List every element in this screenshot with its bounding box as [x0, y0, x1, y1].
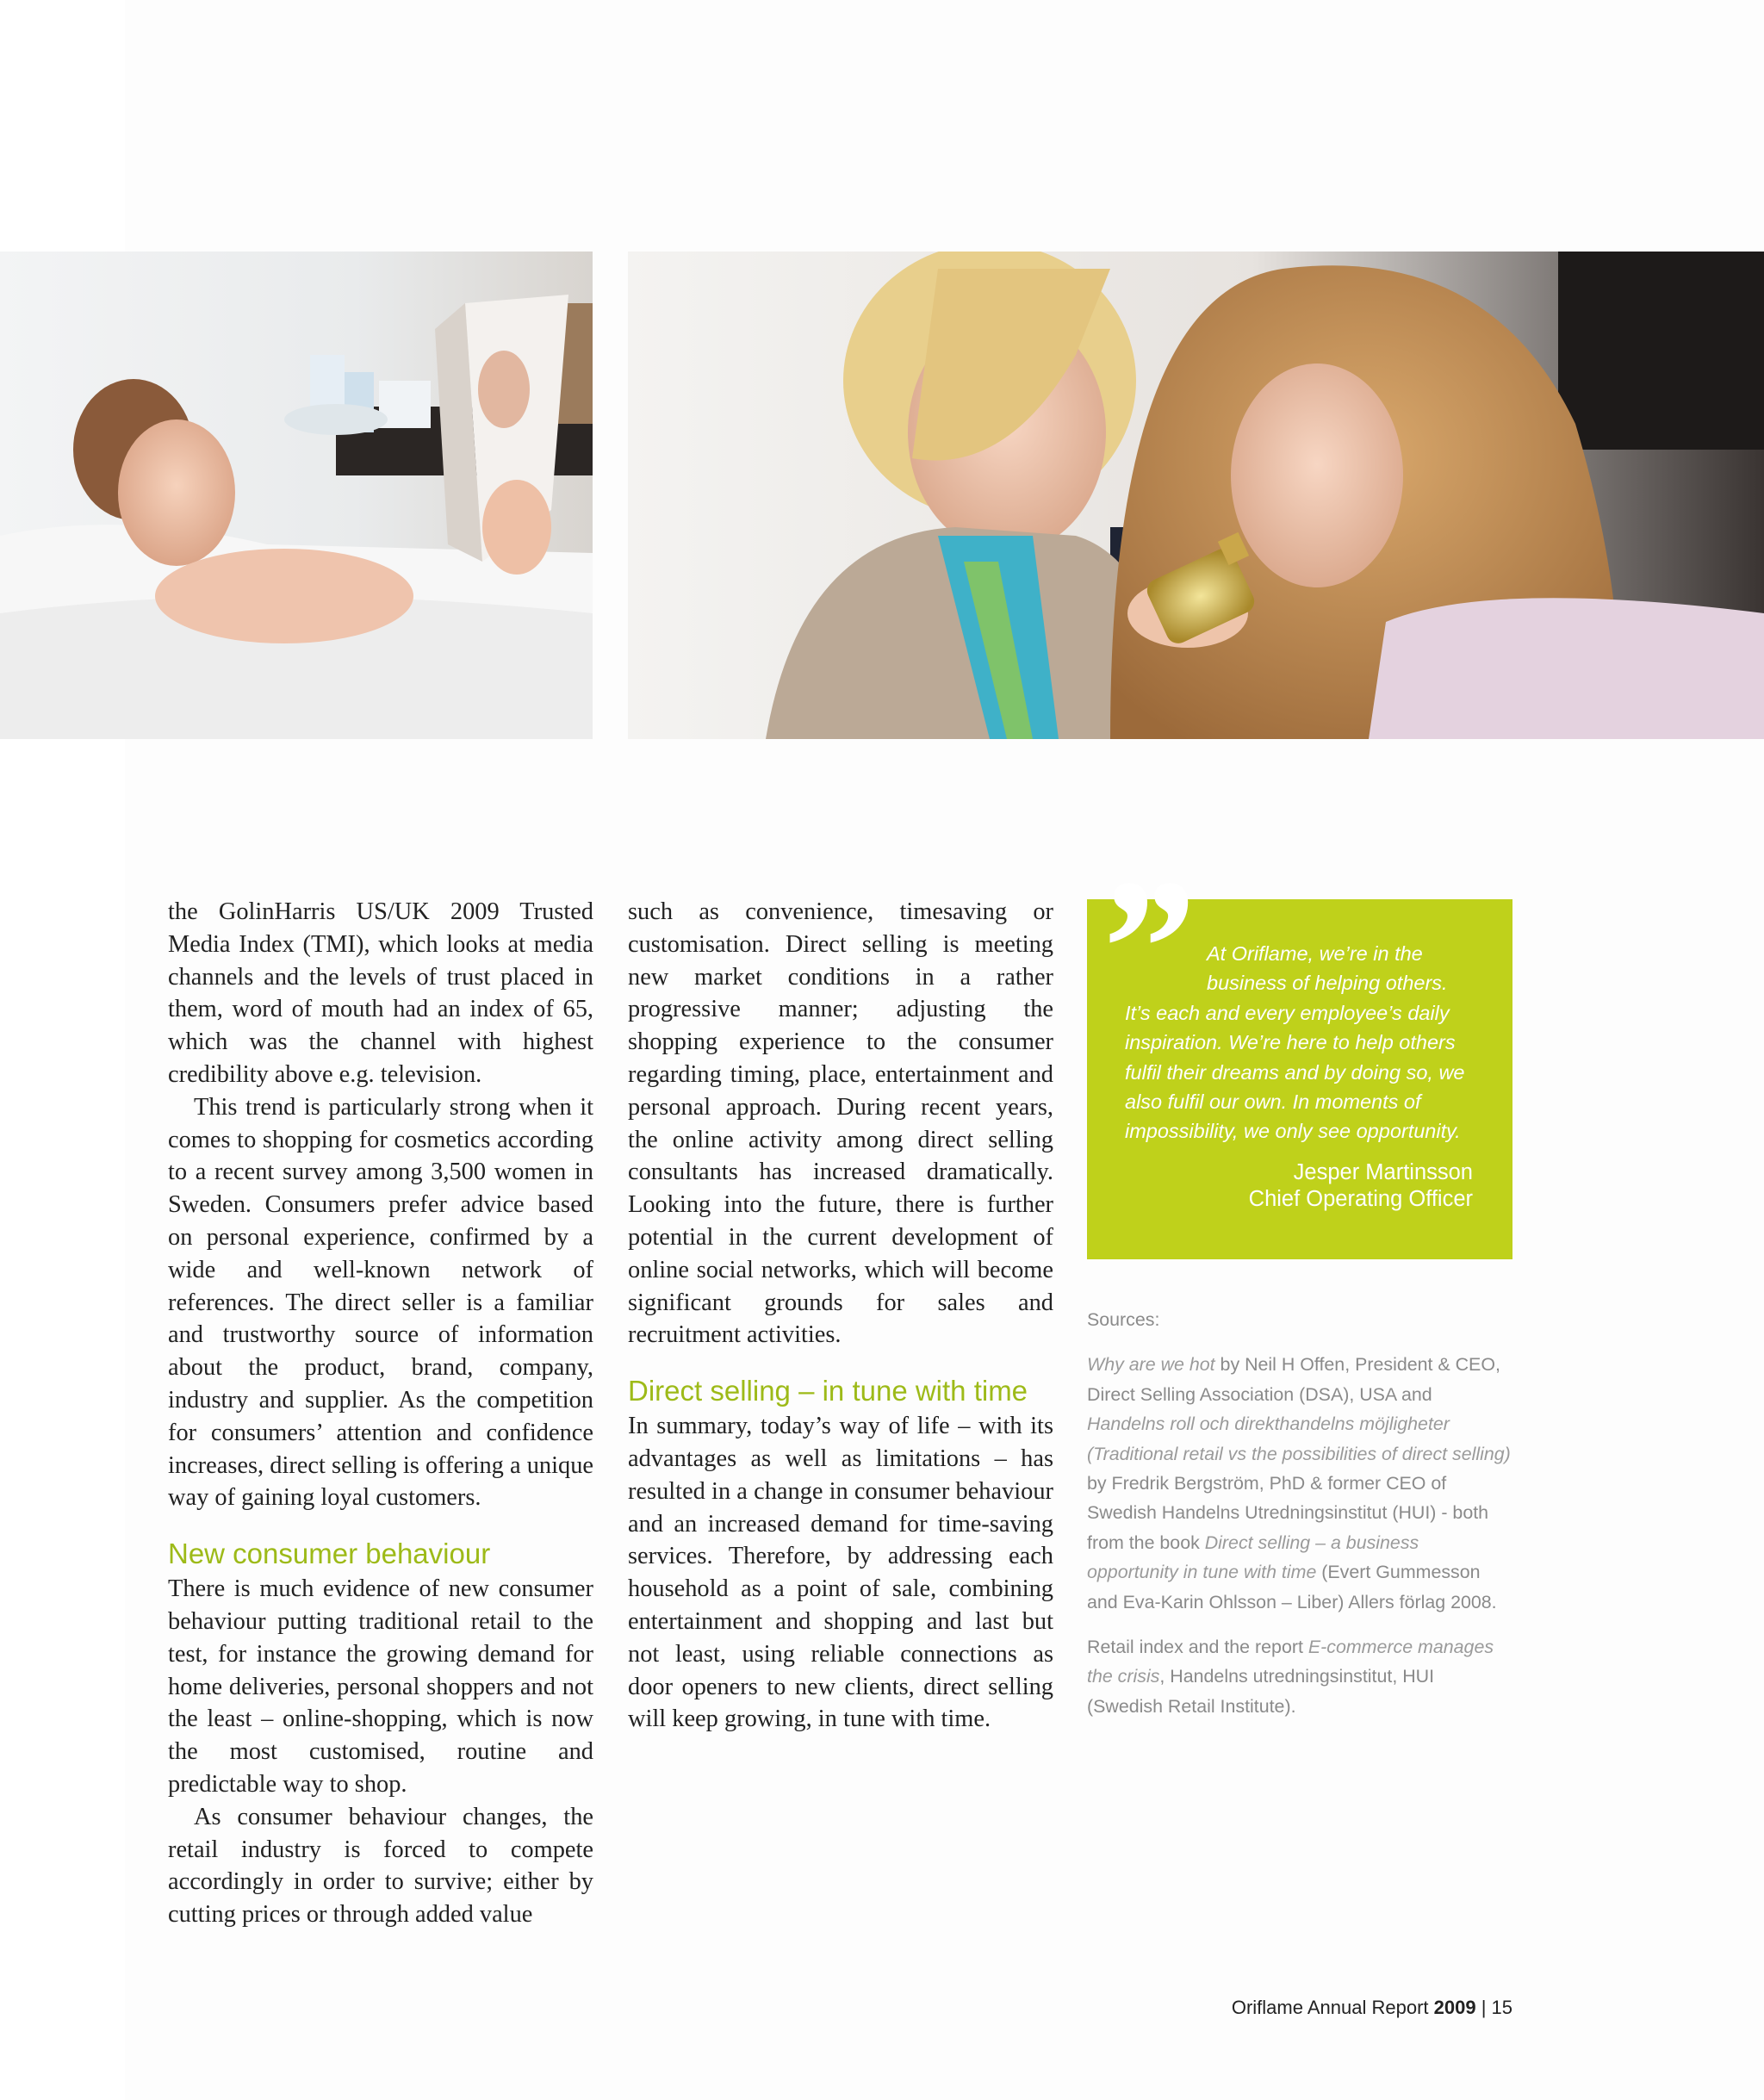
source-title: Direct selling – a business opportunity in tune with time	[1087, 1532, 1419, 1583]
quote-attribution	[1249, 1159, 1473, 1213]
source-text: (Evert Gummesson and Eva-Karin Ohlsson – Liber) Allers förlag 2008.	[1087, 1562, 1497, 1612]
paragraph: As consumer behaviour changes, the retail industry is forced to compete accordingly in order to survive; either by cutting prices or through added value	[168, 1803, 593, 1929]
source-text: Retail index and the report	[1087, 1637, 1308, 1658]
paragraph: In summary, today’s way of life – with its advantages as well as limitations – has resulted in a change in consumer behaviour and an increased demand for time-saving services. Therefore, by addressing each household as a point of sale, combining entertainment and shopping and last but not least, using reliable connections as door openers to new clients, direct selling will keep growing, in tune with time.	[628, 1413, 1053, 1733]
source-entry	[1087, 1350, 1512, 1617]
footer-year: 2009	[1433, 1997, 1476, 2018]
quote-author-name: Jesper Martinsson	[1293, 1160, 1473, 1184]
source-text: , Handelns utredningsinstitut, HUI (Swedish Retail Institute).	[1087, 1666, 1435, 1717]
sources-label: Sources:	[1087, 1309, 1160, 1330]
page-footer	[1232, 1997, 1512, 2019]
perfume-sharing-photo	[628, 252, 1764, 739]
paragraph: There is much evidence of new consumer behaviour putting traditional retail to the test, for instance the growing demand for home deliveries, personal shoppers and not the least – online-shopping, which is now the most customised, routine and predictable way to shop.	[168, 1575, 593, 1798]
quote-line: At Oriflame, we’re in the	[1207, 942, 1423, 965]
body-column-2	[628, 896, 1053, 1736]
bath-reading-photo	[0, 252, 593, 739]
section-heading-direct-selling: Direct selling – in tune with time	[628, 1375, 1028, 1407]
sources-block	[1087, 1305, 1512, 1737]
section-heading-new-consumer-behaviour: New consumer behaviour	[168, 1538, 491, 1570]
paragraph: This trend is particularly strong when it comes to shopping for cosmetics according to a recent survey among 3,500 women in Sweden. Consumers prefer advice based on personal experience, confirmed by a wide and well-known network of references. The direct seller is a familiar and trustworthy source of information about the product, brand, company, industry and supplier. As the competition for consumers’ attention and confidence increases, direct selling is offering a unique way of gaining loyal customers.	[168, 1093, 593, 1512]
page-number: | 15	[1475, 1997, 1512, 2018]
pull-quote-box	[1087, 838, 1512, 1259]
source-title: Why are we hot	[1087, 1354, 1215, 1376]
source-title: Handelns roll och direkthandelns möjligheter (Traditional retail vs the possibilities of direct selling)	[1087, 1413, 1511, 1464]
paragraph: such as convenience, timesaving or customisation. Direct selling is meeting new market conditions in a rather progressive manner; adjusting the shopping experience to the consumer regarding timing, place, entertainment and personal approach. During recent years, the online activity among direct selling consultants has increased dramatically. Looking into the future, there is further potential in the current development of online social networks, which will become significant grounds for sales and recruitment activities.	[628, 898, 1053, 1349]
source-text: by Neil H Offen, President & CEO, Direct Selling Association (DSA), USA and	[1087, 1354, 1500, 1405]
quote-line: business of helping others.	[1207, 972, 1448, 995]
paragraph: the GolinHarris US/UK 2009 Trusted Media Index (TMI), which looks at media channels and the levels of trust placed in them, word of mouth had an index of 65, which was the channel with highest credibility above e.g. television.	[168, 898, 593, 1088]
quote-author-role: Chief Operating Officer	[1248, 1187, 1473, 1211]
body-column-1	[168, 896, 593, 1931]
quote-mark-icon: ”	[1092, 838, 1181, 1058]
source-entry	[1087, 1632, 1512, 1721]
pull-quote-text	[1125, 939, 1469, 1146]
quote-body: It’s each and every employee’s daily inspiration. We’re here to help others fulfil their dreams and by doing so, we also fulfil our own. In moments of impossibility, we only see opportunity.	[1125, 1001, 1465, 1143]
footer-label: Oriflame Annual Report	[1231, 1997, 1434, 2018]
source-text: by Fredrik Bergström, PhD & former CEO of Swedish Handelns Utredningsinstitut (HUI) - both from the book	[1087, 1473, 1489, 1553]
source-title: E-commerce manages the crisis	[1087, 1637, 1494, 1687]
